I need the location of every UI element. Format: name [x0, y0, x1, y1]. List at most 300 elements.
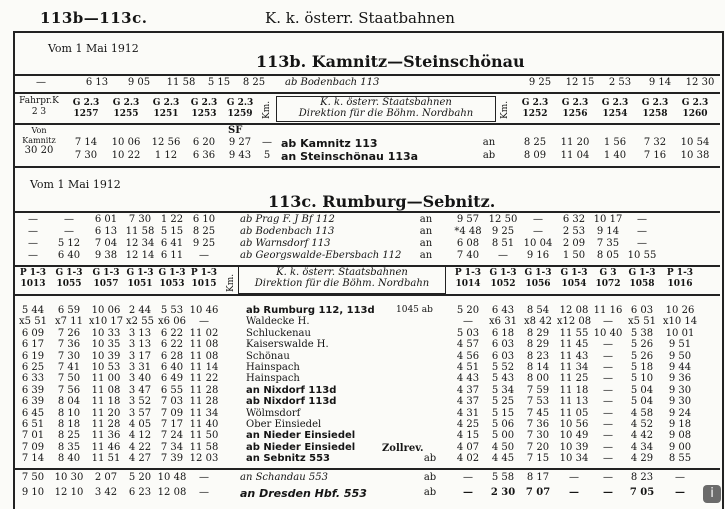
train-header [556, 268, 592, 290]
station-name: an Sebnitz 553 [246, 453, 330, 465]
time: 10 04 [523, 238, 553, 249]
train-number: 1256 [562, 109, 588, 119]
time: 7 34 [160, 441, 184, 453]
time: 11 25 [559, 373, 589, 385]
time: 9 16 [526, 250, 550, 261]
time: 6 19 [21, 350, 45, 362]
time: 2 44 [128, 305, 152, 316]
time: x7 11 [55, 316, 83, 328]
time: 7 20 [526, 441, 550, 453]
time: 10 56 [559, 419, 589, 430]
time: 11 13 [559, 396, 589, 408]
train-class: G 2.3 [226, 98, 254, 108]
station-name: Hainspach [246, 362, 300, 373]
time: 11 16 [593, 305, 623, 316]
time: 6 39 [21, 384, 45, 396]
time: 7 09 [160, 407, 184, 419]
time: 8 23 [526, 350, 550, 362]
time: 7 32 [643, 137, 667, 148]
direction: an [419, 238, 433, 249]
time: 6 03 [630, 305, 654, 316]
time: — [603, 362, 613, 373]
time: 6 08 [456, 238, 480, 249]
time: 7 01 [21, 430, 45, 442]
direction: an [419, 226, 433, 237]
time: 7 59 [526, 384, 550, 396]
time: 6 13 [94, 226, 118, 237]
time: 7 03 [160, 396, 184, 408]
station-name: ab Nieder Einsiedel [246, 441, 356, 453]
time: 6 32 [562, 214, 586, 225]
time: 8 25 [192, 226, 216, 237]
time: 1 40 [603, 150, 627, 161]
time: 7 45 [526, 407, 550, 419]
time: 5 18 [630, 362, 654, 373]
train-number: 1056 [525, 279, 551, 289]
time: 8 35 [57, 441, 81, 453]
train-header [555, 98, 595, 120]
time: x8 42 [524, 316, 552, 328]
time: — [463, 472, 473, 483]
time: — [603, 396, 613, 408]
time: — [603, 419, 613, 430]
time: 7 40 [456, 250, 480, 261]
train-class: G 1-3 [126, 268, 154, 278]
train-header [50, 268, 88, 290]
time: 2 30 [490, 487, 516, 498]
time: 11 34 [559, 362, 589, 373]
time: 4 05 [128, 419, 152, 430]
time: 4 22 [128, 441, 152, 453]
train-header [220, 98, 260, 120]
time: 9 38 [94, 250, 118, 261]
time: 6 36 [192, 150, 216, 161]
train-number: 1055 [56, 279, 82, 289]
time: 6 59 [57, 305, 81, 316]
time: 11 28 [189, 396, 219, 408]
time: x6 31 [489, 316, 517, 328]
admin-box-113b [276, 96, 496, 122]
admin-line-2: Direktion für die Böhm. Nordbahn [254, 278, 430, 289]
time: 3 47 [128, 384, 152, 396]
time: 5 06 [491, 419, 515, 430]
time: 7 56 [57, 384, 81, 396]
train-class: G 1-3 [560, 268, 588, 278]
time: — [603, 430, 613, 442]
time: 6 01 [94, 214, 118, 225]
time: 4 56 [456, 350, 480, 362]
direction: an [482, 137, 496, 148]
time: — [675, 472, 685, 483]
time: 5 44 [21, 305, 45, 316]
timetable-row [0, 419, 725, 430]
time: 12 30 [685, 77, 715, 88]
train-class: G 1-3 [55, 268, 83, 278]
timetable-row [0, 385, 725, 396]
train-header [16, 268, 50, 290]
divider [15, 74, 720, 76]
station-name: Waldecke H. [246, 316, 310, 328]
time: 12 10 [54, 487, 84, 498]
time: 6 11 [160, 250, 184, 261]
time: 10 46 [189, 305, 219, 316]
train-number: 1051 [127, 279, 153, 289]
train-header [520, 268, 556, 290]
divider [15, 294, 720, 296]
time: — [28, 250, 38, 261]
time: 10 30 [54, 472, 84, 483]
time: 12 14 [125, 250, 155, 261]
train-number: 1252 [522, 109, 548, 119]
direction: 1045 ab [396, 305, 433, 315]
timetable-row [15, 137, 720, 149]
train-number: 1053 [159, 279, 185, 289]
km-label: Km. [500, 100, 510, 119]
time: 6 18 [491, 327, 515, 339]
time: 5 26 [630, 350, 654, 362]
station-name: ab Nixdorf 113d [246, 396, 337, 408]
time: 10 40 [593, 327, 623, 339]
train-number: 1016 [667, 279, 693, 289]
time: 9 14 [596, 226, 620, 237]
time: 9 57 [456, 214, 480, 225]
time: — [603, 339, 613, 351]
time: 7 41 [57, 362, 81, 373]
station-name: Kaiserswalde H. [246, 339, 329, 351]
time: 8 25 [242, 77, 266, 88]
direction: an [419, 250, 433, 261]
train-header [66, 98, 106, 120]
train-class: G 1-3 [158, 268, 186, 278]
train-header [124, 268, 156, 290]
time: 4 52 [630, 419, 654, 430]
time: 11 34 [189, 407, 219, 419]
time: 8 04 [57, 396, 81, 408]
time: — [603, 487, 613, 498]
time: 10 33 [91, 327, 121, 339]
time: 11 18 [559, 384, 589, 396]
time: 9 30 [668, 396, 692, 408]
dash: — [36, 77, 46, 88]
time: 9 24 [668, 407, 692, 419]
time: 5 25 [491, 396, 515, 408]
direction: ab [423, 453, 437, 465]
train-class: G 1-3 [489, 268, 517, 278]
info-icon[interactable]: i [703, 485, 721, 503]
time: 7 36 [526, 419, 550, 430]
time: — [199, 487, 209, 498]
train-class: G 2.3 [561, 98, 589, 108]
train-header [592, 268, 624, 290]
train-number: 1014 [455, 279, 481, 289]
station-name: Hainspach [246, 373, 300, 385]
time: 5 12 [57, 238, 81, 249]
time: 3 57 [128, 407, 152, 419]
time: 4 12 [128, 430, 152, 442]
time: *4 48 [454, 226, 482, 237]
time: 12 08 [559, 305, 589, 316]
time: 4 50 [491, 441, 515, 453]
admin-line-1: K. k. österr. Staatsbahnen [276, 267, 408, 278]
time: x5 51 [628, 316, 656, 328]
train-class: G 2.3 [72, 98, 100, 108]
time: — [64, 214, 74, 225]
station-name: ab Bodenbach 113 [240, 226, 335, 237]
train-class: G 1-3 [628, 268, 656, 278]
time: 10 22 [111, 150, 141, 161]
time: — [28, 226, 38, 237]
fare-header [17, 96, 61, 118]
time: 8 25 [523, 137, 547, 148]
section-title-113c: 113c. Rumburg—Sebnitz. [268, 192, 496, 211]
time: 8 40 [57, 453, 81, 465]
time: 7 05 [629, 487, 655, 498]
time: 1 12 [154, 150, 178, 161]
station-name: an Schandau 553 [240, 472, 328, 483]
time: 4 43 [456, 373, 480, 385]
admin-line-1: K. k. österr. Staatsbahnen [320, 97, 452, 108]
train-number: 1057 [93, 279, 119, 289]
train-header [624, 268, 660, 290]
time: 5 20 [128, 472, 152, 483]
time: 9 25 [491, 226, 515, 237]
connection-row [0, 472, 725, 485]
time: 4 31 [456, 407, 480, 419]
time: 11 50 [189, 430, 219, 442]
train-number: 1052 [490, 279, 516, 289]
time: 10 26 [665, 305, 695, 316]
time: 9 51 [668, 339, 692, 351]
time: 6 03 [491, 350, 515, 362]
time: 7 14 [74, 137, 98, 148]
time: 6 40 [57, 250, 81, 261]
time: 4 51 [456, 362, 480, 373]
time: 9 43 [228, 150, 252, 161]
time: 7 26 [57, 327, 81, 339]
time: 8 29 [526, 327, 550, 339]
train-class: G 1-3 [92, 268, 120, 278]
divider [15, 166, 720, 168]
connection-row [0, 238, 725, 250]
time: 8 09 [523, 150, 547, 161]
time: 7 35 [596, 238, 620, 249]
direction: ab [482, 150, 496, 161]
time: 4 42 [630, 430, 654, 442]
train-number: 1259 [227, 109, 253, 119]
time: 8 29 [526, 339, 550, 351]
direction: ab [423, 487, 437, 498]
time: 9 00 [668, 441, 692, 453]
timetable-row [0, 362, 725, 373]
time: 11 28 [189, 384, 219, 396]
time: 6 40 [160, 362, 184, 373]
time: 10 17 [593, 214, 623, 225]
time: 11 08 [189, 350, 219, 362]
time: 6 41 [160, 238, 184, 249]
time: 4 02 [456, 453, 480, 465]
time: — [533, 226, 543, 237]
time: 7 24 [160, 430, 184, 442]
time: 8 17 [526, 472, 550, 483]
time: 6 09 [21, 327, 45, 339]
time: — [603, 441, 613, 453]
time: 4 27 [128, 453, 152, 465]
time: 7 07 [525, 487, 551, 498]
train-class: G 2.3 [681, 98, 709, 108]
direction: ab [423, 472, 437, 483]
train-class: G 2.3 [601, 98, 629, 108]
time: — [199, 250, 209, 261]
time: 10 53 [91, 362, 121, 373]
divider [15, 468, 720, 470]
time: 4 15 [456, 430, 480, 442]
time: — [533, 214, 543, 225]
time: 6 25 [21, 362, 45, 373]
connection-row [0, 214, 725, 226]
time: — [637, 214, 647, 225]
time: — [603, 472, 613, 483]
station-name: Schönau [246, 350, 290, 362]
time: 9 18 [668, 419, 692, 430]
timetable-row [0, 373, 725, 384]
time: 4 07 [456, 441, 480, 453]
connection-row [0, 487, 725, 500]
top-row-113b [15, 77, 720, 90]
time: — [463, 487, 473, 498]
time: x10 17 [88, 316, 124, 328]
time: 11 04 [560, 150, 590, 161]
train-number: 1257 [73, 109, 99, 119]
time: 7 53 [526, 396, 550, 408]
time: 7 30 [526, 430, 550, 442]
time: 9 27 [228, 137, 252, 148]
connection-row [0, 226, 725, 238]
time: 10 38 [680, 150, 710, 161]
train-class: G 2.3 [190, 98, 218, 108]
time: 9 14 [648, 77, 672, 88]
time: 8 05 [596, 250, 620, 261]
time: 8 54 [526, 305, 550, 316]
time: 7 09 [21, 441, 45, 453]
time: 11 22 [189, 373, 219, 385]
timetable-row [0, 430, 725, 441]
train-class: P 1-3 [666, 268, 694, 278]
time: 10 48 [157, 472, 187, 483]
time: 2 09 [562, 238, 586, 249]
km-value: — [262, 137, 272, 148]
time: 8 25 [57, 430, 81, 442]
train-number: 1058 [629, 279, 655, 289]
time: 7 50 [21, 472, 45, 483]
time: 4 57 [456, 339, 480, 351]
time: 11 55 [559, 327, 589, 339]
time: 8 23 [630, 472, 654, 483]
time: 11 18 [91, 396, 121, 408]
timetable-row [0, 442, 725, 453]
timetable-row [0, 453, 725, 464]
time: 5 43 [491, 373, 515, 385]
time: 10 35 [91, 339, 121, 351]
time: 7 16 [643, 150, 667, 161]
time: 7 36 [57, 339, 81, 351]
train-class: P 1-3 [454, 268, 482, 278]
time: 9 10 [21, 487, 45, 498]
time: 6 20 [192, 137, 216, 148]
time: 11 58 [189, 441, 219, 453]
time: 6 49 [160, 373, 184, 385]
train-number: 1015 [191, 279, 217, 289]
time: 6 43 [491, 305, 515, 316]
train-class: G 2.3 [521, 98, 549, 108]
time: — [603, 350, 613, 362]
time: — [603, 453, 613, 465]
time: 3 13 [128, 327, 152, 339]
time: 5 20 [456, 305, 480, 316]
station-name: an Nieder Einsiedel [246, 430, 356, 442]
time: 9 30 [668, 384, 692, 396]
time: 12 34 [125, 238, 155, 249]
timetable-row [0, 305, 725, 316]
time: 11 58 [166, 77, 196, 88]
timetable-row [0, 328, 725, 339]
zollrev-note: Zollrev. [382, 443, 424, 454]
train-header [515, 98, 555, 120]
station-name: an Dresden Hbf. 553 [240, 487, 367, 500]
time: 6 51 [21, 419, 45, 430]
timetable-row [15, 150, 720, 162]
train-number: 1253 [191, 109, 217, 119]
timetable-row [0, 396, 725, 407]
valid-from-113b: Vom 1 Mai 1912 [48, 42, 139, 55]
train-header [156, 268, 188, 290]
time: — [28, 214, 38, 225]
train-number: 1254 [602, 109, 628, 119]
time: 11 08 [91, 384, 121, 396]
time: 12 50 [488, 214, 518, 225]
time: 10 39 [559, 441, 589, 453]
time: 12 03 [189, 453, 219, 465]
time: 5 52 [491, 362, 515, 373]
time: 9 36 [668, 373, 692, 385]
time: 1 22 [160, 214, 184, 225]
km-label: Km. [262, 100, 272, 119]
fare-from: Von [31, 126, 47, 135]
time: 4 37 [456, 396, 480, 408]
time: 3 52 [128, 396, 152, 408]
time: 6 03 [491, 339, 515, 351]
time: 5 03 [456, 327, 480, 339]
fare-values: 30 20 [24, 145, 54, 156]
time: 3 17 [128, 350, 152, 362]
time: 11 45 [559, 339, 589, 351]
time: 8 51 [491, 238, 515, 249]
railway-name: K. k. österr. Staatbahnen [265, 9, 455, 27]
time: — [637, 238, 647, 249]
time: 6 23 [128, 487, 152, 498]
time: 10 06 [111, 137, 141, 148]
time: 5 58 [491, 472, 515, 483]
time: — [199, 472, 209, 483]
station-name: an Steinschönau 113a [281, 150, 419, 163]
time: 6 55 [160, 384, 184, 396]
time: 11 14 [189, 362, 219, 373]
train-class: G 2.3 [641, 98, 669, 108]
fare-label: Fahrpr.K [19, 96, 59, 106]
station-name: ab Kamnitz 113 [281, 137, 378, 150]
train-number: 1258 [642, 109, 668, 119]
time: 11 40 [189, 419, 219, 430]
station-name: ab Warnsdorf 113 [240, 238, 331, 249]
